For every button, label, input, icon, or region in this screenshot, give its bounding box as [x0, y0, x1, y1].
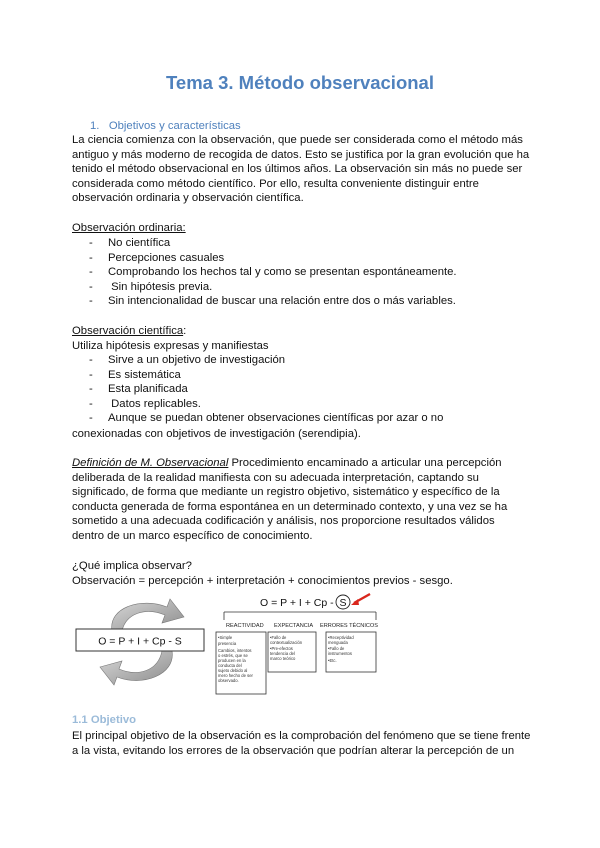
column-text: •Pre-efectos: [270, 646, 293, 651]
paragraph-line: significado, de forma que mediante un registro objetivo, sistemático y específico de la: [72, 486, 500, 499]
cycle-arrow-top-icon: [112, 599, 184, 631]
list-item: - Datos replicables.: [89, 397, 443, 412]
components-diagram: [212, 590, 392, 700]
section-heading-objetivo: 1.1 Objetivo: [72, 714, 137, 726]
paragraph-line: tenido el método observacional en los últimos años. La observación sin más no puede ser: [72, 163, 523, 176]
paragraph-line: La ciencia comienza con la observación, que puede ser considerada como el método más: [72, 134, 523, 146]
list-item: - Es sistemática: [89, 368, 443, 383]
column-text: sujeto debido al: [218, 668, 248, 673]
cycle-arrow-bottom-icon: [100, 651, 172, 685]
list-item: - Sin intencionalidad de buscar una relación entre dos o más variables.: [89, 294, 457, 309]
ordinaria-label: Observación ordinaria:: [72, 222, 186, 234]
column-text: menguada: [328, 640, 348, 645]
paragraph-line: El principal objetivo de la observación es la comprobación del fenómeno que se tiene frente: [72, 730, 531, 742]
column-text: Cambios, intentos: [218, 648, 252, 653]
column-text: •Fallo de: [270, 635, 287, 640]
column-header: REACTIVIDAD: [226, 623, 264, 629]
cientifica-label-line: [72, 324, 186, 339]
paragraph-line: conducta generada de forma espontánea en un determinado contexto, y una vez se ha: [72, 500, 508, 513]
column-text: producen en la: [218, 658, 246, 663]
definicion-first-text: Procedimiento encaminado a articular una percepción: [228, 457, 502, 469]
paragraph-line: sometido a una adecuada codificación y análisis, nos proporcione resultados válidos: [72, 515, 495, 528]
paragraph-line: observación ordinaria y observación científica.: [72, 192, 304, 205]
column-text: contextualización: [270, 640, 303, 645]
intro-paragraph: [72, 133, 529, 206]
implica-formula: Observación = percepción + interpretación + conocimientos previos - sesgo.: [72, 575, 453, 587]
objetivo-paragraph: [72, 729, 530, 758]
list-item: - Sin hipótesis previa.: [89, 280, 457, 295]
paragraph-line: deliberada de la realidad manifiesta con su adecuada interpretación, captando su: [72, 471, 479, 484]
list-item: - Esta planificada: [89, 382, 443, 397]
implica-question: ¿Qué implica observar?: [72, 560, 192, 572]
definicion-first-line: [72, 456, 507, 471]
column-text: •Fallo de: [328, 646, 345, 651]
list-item: - Aunque se puedan obtener observaciones científicas por azar o no: [89, 411, 443, 426]
column-text: o estrés, que se: [218, 653, 248, 658]
column-text: conducta del: [218, 663, 242, 668]
list-item: - Percepciones casuales: [89, 251, 457, 266]
list-item: - Sirve a un objetivo de investigación: [89, 353, 443, 368]
list-item: - No científica: [89, 236, 457, 251]
definicion-paragraph: [72, 456, 507, 544]
cientifica-colon: :: [183, 325, 187, 337]
column-text: observado.: [218, 678, 239, 683]
paragraph-line: a la vista, evitando los errores de la observación que podrían alterar la percepción de un: [72, 744, 515, 757]
list-item: - Comprobando los hechos tal y como se presentan espontáneamente.: [89, 265, 457, 280]
sesgo-letter: S: [339, 597, 347, 609]
cycle-formula: O = P + I + Cp - S: [98, 635, 182, 648]
definicion-label: Definición de M. Observacional: [72, 457, 229, 469]
cientifica-list: [89, 353, 443, 426]
column-text: •Simple: [218, 635, 233, 640]
paragraph-line: dentro de un marco específico de conocimiento.: [72, 529, 313, 542]
paragraph-line: antiguo y más moderno de recogida de datos. Esto se justifica por la gran evolución que ha: [72, 148, 530, 161]
column-header: ERRORES TÉCNICOS: [320, 623, 379, 629]
components-formula: O = P + I + Cp -: [260, 597, 334, 609]
cycle-diagram: [72, 593, 210, 691]
ordinaria-list: [89, 236, 457, 309]
column-text: marco teórico: [270, 656, 296, 661]
cientifica-label: Observación científica: [72, 325, 184, 337]
column-text: presencia: [218, 641, 237, 646]
column-header: EXPECTANCIA: [274, 623, 314, 629]
column-text: instrumentos: [328, 651, 352, 656]
paragraph-line: considerada como método científico. Por ello, resulta conveniente distinguir entre: [72, 177, 479, 190]
column-text: •Receptividad: [328, 635, 354, 640]
cientifica-continuation: conexionadas con objetivos de investigación (serendipia).: [72, 428, 361, 440]
page-title: Tema 3. Método observacional: [166, 72, 434, 93]
cientifica-intro: Utiliza hipótesis expresas y manifiestas: [72, 340, 269, 352]
section-heading-objetivos: 1. Objetivos y características: [90, 120, 241, 132]
column-text: •Etc.: [328, 658, 337, 663]
column-text: tendencia del: [270, 651, 295, 656]
column-text: mero hecho de ser: [218, 673, 253, 678]
